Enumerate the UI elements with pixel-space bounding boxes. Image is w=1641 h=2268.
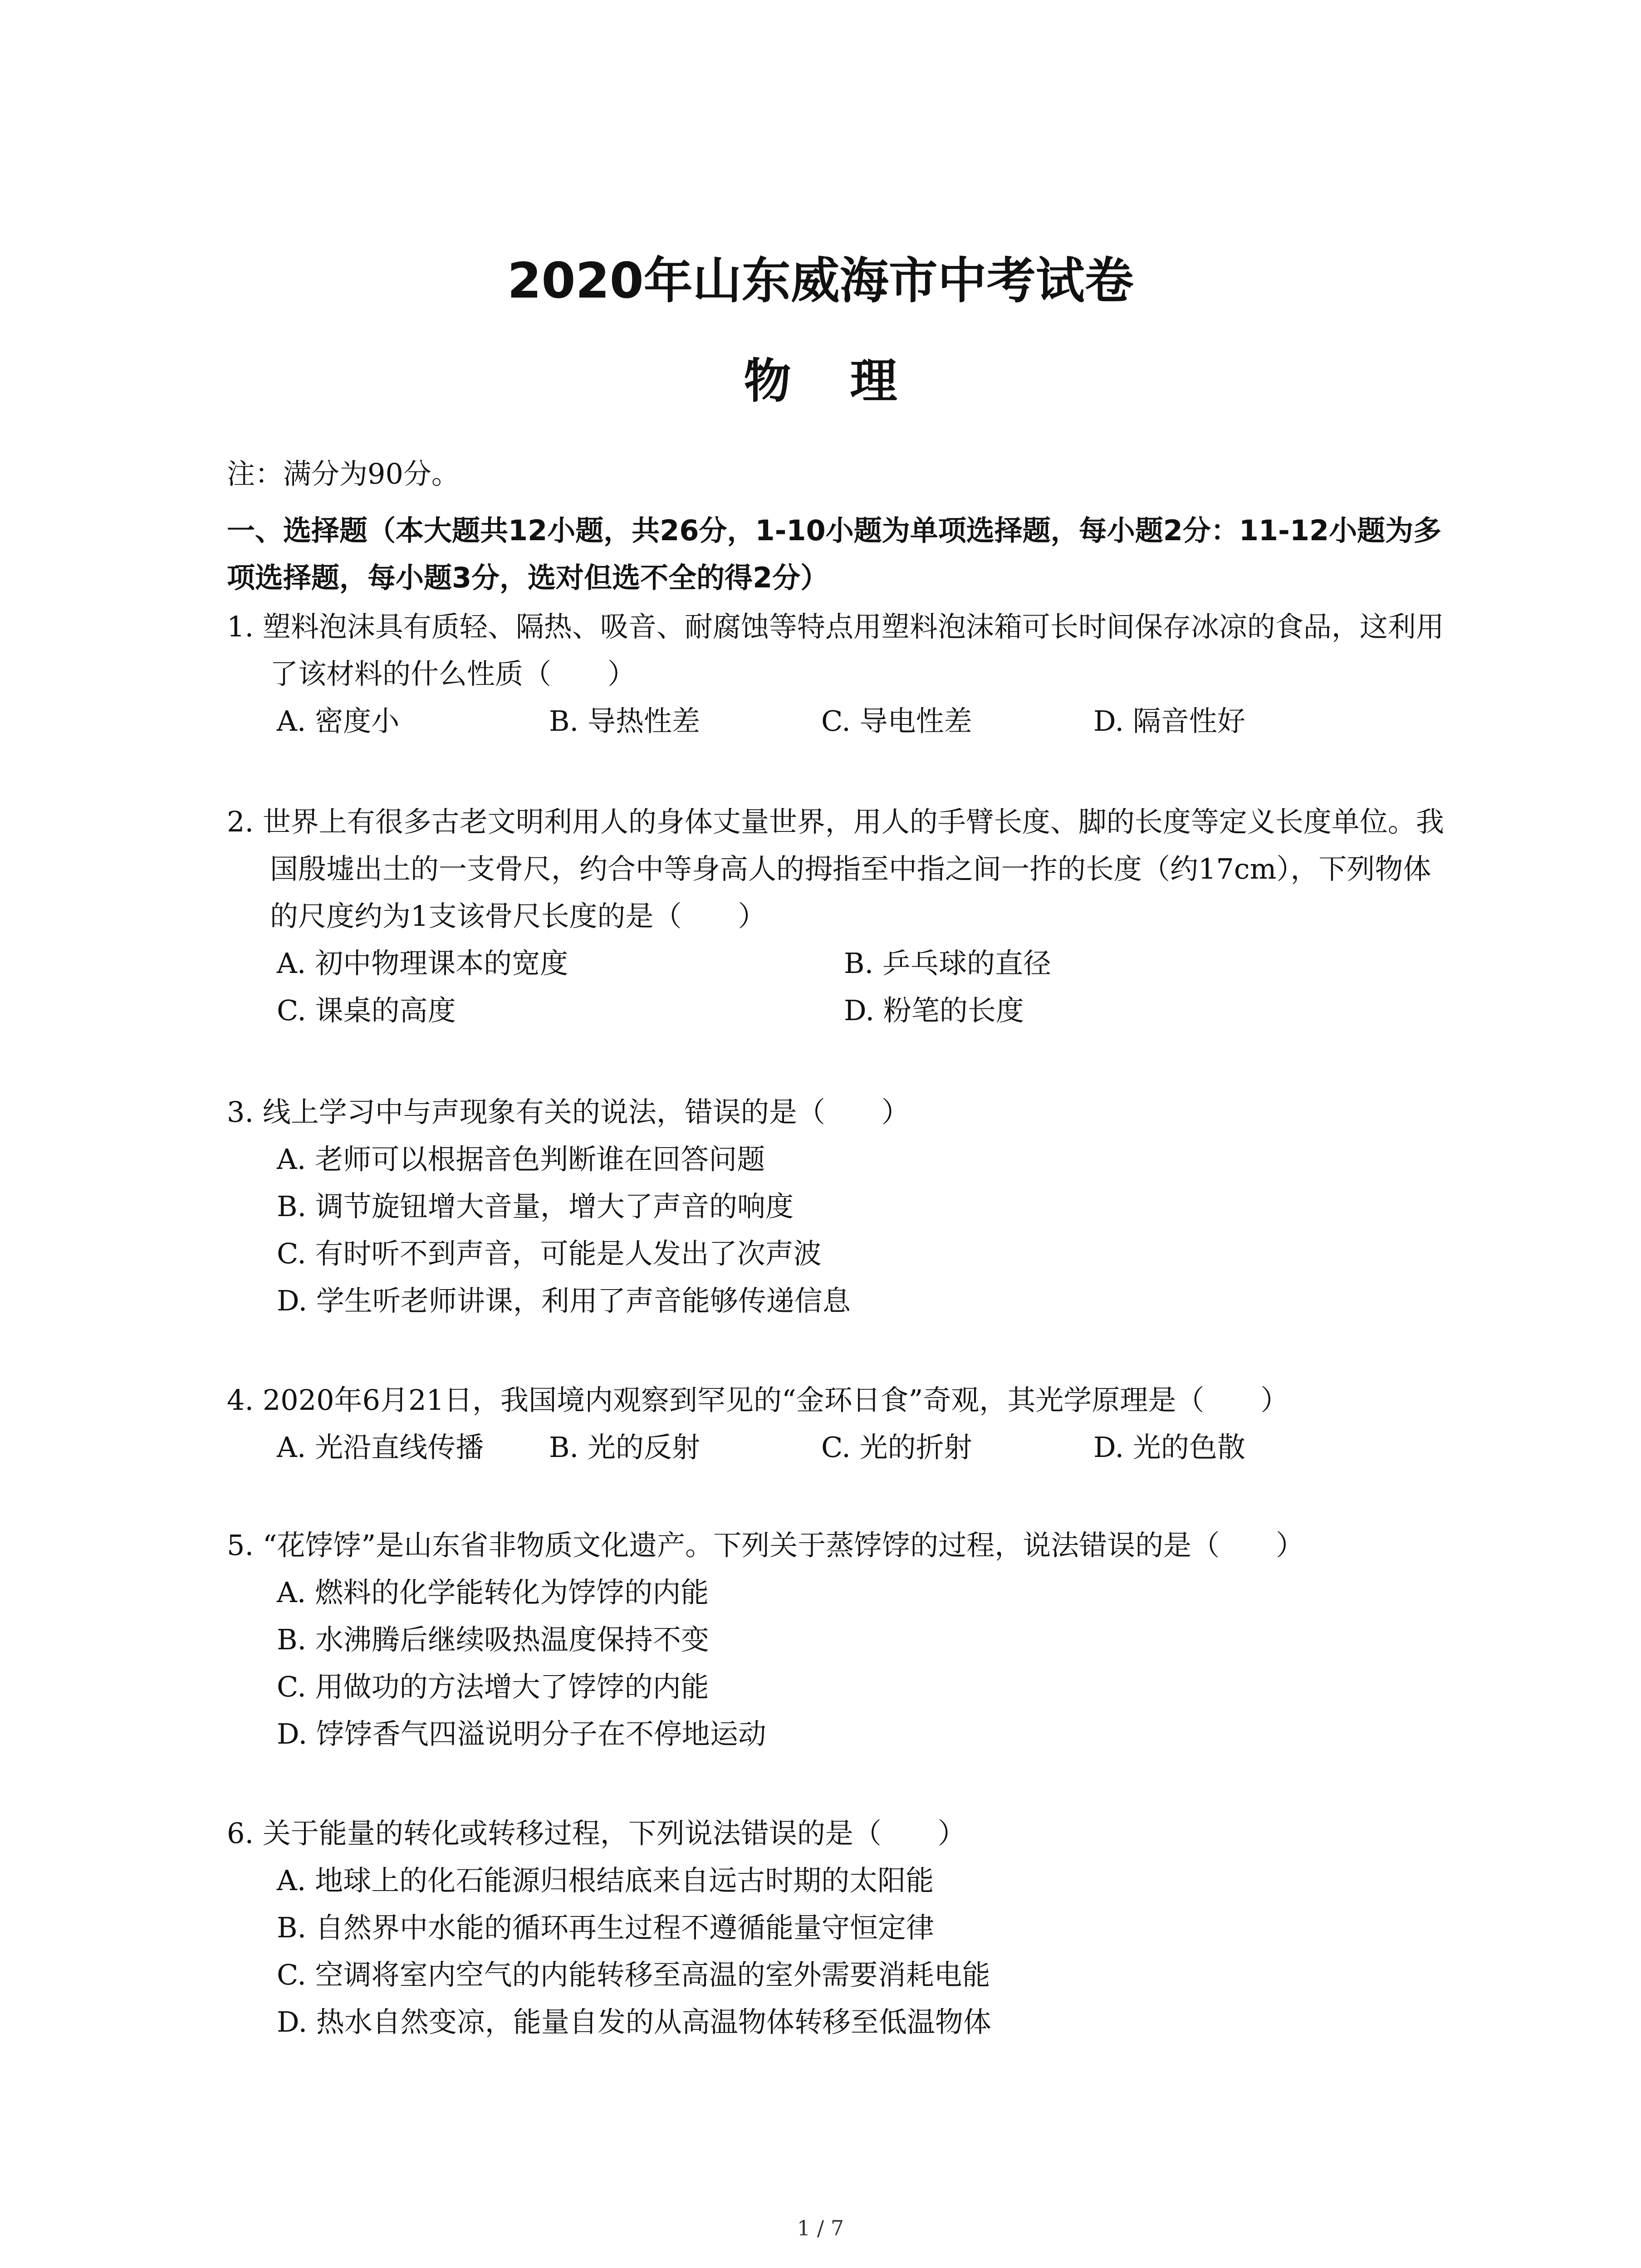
question-1	[227, 603, 1452, 745]
question-stem: 6. 关于能量的转化或转移过程，下列说法错误的是（ ）	[227, 1817, 966, 1850]
question-6	[227, 1810, 1452, 2046]
option-a: A. 燃料的化学能转化为饽饽的内能	[277, 1576, 709, 1609]
option-d: D. 学生听老师讲课，利用了声音能够传递信息	[277, 1284, 851, 1317]
page-number: 1 / 7	[797, 2216, 844, 2240]
option-b: B. 导热性差	[549, 704, 700, 738]
option-a: A. 光沿直线传播	[277, 1431, 484, 1464]
option-b: B. 光的反射	[549, 1431, 700, 1464]
question-3	[227, 1089, 1452, 1325]
option-b: B. 调节旋钮增大音量，增大了声音的响度	[277, 1190, 794, 1223]
option-c: C. 空调将室内空气的内能转移至高温的室外需要消耗电能	[277, 1958, 990, 1991]
question-stem: 5. “花饽饽”是山东省非物质文化遗产。下列关于蒸饽饽的过程，说法错误的是（ ）	[227, 1529, 1304, 1562]
option-a: A. 老师可以根据音色判断谁在回答问题	[277, 1143, 765, 1176]
question-stem: 4. 2020年6月21日，我国境内观察到罕见的“金环日食”奇观，其光学原理是（ ）	[227, 1383, 1289, 1417]
question-5	[227, 1522, 1452, 1758]
option-d: D. 隔音性好	[1093, 704, 1245, 738]
option-a: A. 地球上的化石能源归根结底来自远古时期的太阳能	[277, 1864, 934, 1897]
option-c: C. 导电性差	[821, 704, 972, 738]
score-note: 注：满分为90分。	[227, 457, 460, 490]
question-stem: 2. 世界上有很多古老文明利用人的身体丈量世界，用人的手臂长度、脚的长度等定义长度单位。我国殷墟出土的一支骨尺，约合中等身高人的拇指至中指之间一拃的长度（约17cm），下列物体的尺度约为1支该骨尺长度的是（ ）	[227, 805, 1444, 933]
option-a: A. 密度小	[277, 704, 400, 738]
option-b: B. 自然界中水能的循环再生过程不遵循能量守恒定律	[277, 1911, 934, 1944]
options-row	[227, 940, 1452, 987]
option-d: D. 饽饽香气四溢说明分子在不停地运动	[277, 1717, 766, 1750]
option-c: C. 有时听不到声音，可能是人发出了次声波	[277, 1237, 822, 1270]
exam-title: 2020年山东威海市中考试卷	[507, 253, 1134, 309]
question-4	[227, 1377, 1452, 1471]
question-stem: 3. 线上学习中与声现象有关的说法，错误的是（ ）	[227, 1095, 910, 1129]
subject-heading: 物理	[744, 353, 956, 409]
options-row	[227, 698, 1452, 745]
question-2	[227, 798, 1452, 1034]
option-b: B. 乒乓球的直径	[844, 947, 1051, 980]
options-row	[227, 1424, 1452, 1471]
option-b: B. 水沸腾后继续吸热温度保持不变	[277, 1623, 709, 1656]
option-d: D. 粉笔的长度	[844, 994, 1024, 1027]
option-a: A. 初中物理课本的宽度	[277, 947, 568, 980]
option-c: C. 用做功的方法增大了饽饽的内能	[277, 1670, 709, 1703]
option-d: D. 光的色散	[1093, 1431, 1245, 1464]
question-stem: 1. 塑料泡沫具有质轻、隔热、吸音、耐腐蚀等特点用塑料泡沫箱可长时间保存冰凉的食品，这利用了该材料的什么性质（ ）	[227, 610, 1444, 690]
options-row	[227, 987, 1452, 1034]
option-d: D. 热水自然变凉，能量自发的从高温物体转移至低温物体	[277, 2005, 991, 2038]
section-heading: 一、选择题（本大题共12小题，共26分，1-10小题为单项选择题，每小题2分：11-12小题为多项选择题，每小题3分，选对但选不全的得2分）	[227, 514, 1442, 594]
option-c: C. 课桌的高度	[277, 994, 456, 1027]
option-c: C. 光的折射	[821, 1431, 972, 1464]
